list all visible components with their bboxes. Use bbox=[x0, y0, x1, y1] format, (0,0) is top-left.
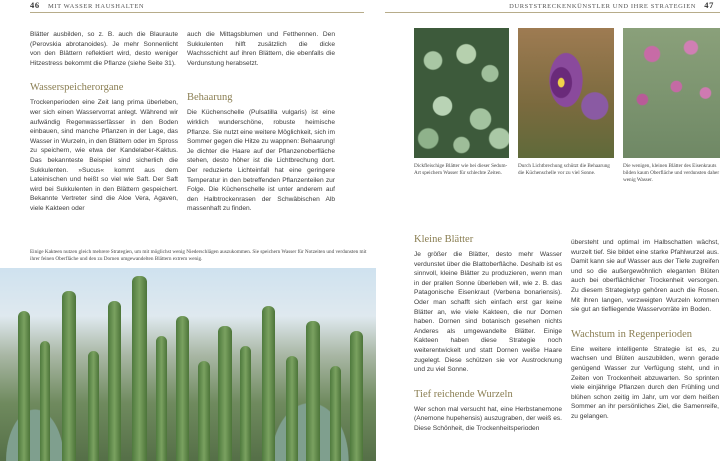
succulent-caption: Dickfleischige Blätter wie bei dieser Sedum-Art speichern Wasser für schlechte Zeiten. bbox=[414, 163, 508, 176]
pasque-caption: Durch Lichtbrechung schützt die Behaarung die Küchenschelle vor zu viel Sonne. bbox=[518, 163, 610, 176]
cactus-stem bbox=[176, 316, 189, 461]
pasque-flower-photo bbox=[518, 28, 614, 158]
right-header-rule bbox=[385, 12, 720, 13]
heading-kleine-blaetter: Kleine Blätter bbox=[414, 234, 474, 245]
left-header-title: MIT WASSER HAUSHALTEN bbox=[47, 3, 145, 10]
cactus-stem bbox=[286, 356, 298, 461]
cactus-stem bbox=[306, 321, 320, 461]
behaarung-text: Die Küchenschelle (Pulsatilla vulgaris) ist eine wirklich wunderschöne, robuste heimische Pflanze. Sie nutzt eine weitere Möglichkeit, sich im Sommer gegen die Hitze zu wappnen: Behaarung! Je dichter die Haare auf der Pflanzenoberfläche stehen, desto höher ist die Lichtbrechung dort. Der reduzierte Lichteinfall hat eine geringere Temperatur in den betreffenden Pflanzenteilen zur Folge. Die Küchenschelle ist unter anderem auf den Halbtrockenrasen der Schwäbischen Alb massenhaft zu finden. bbox=[187, 109, 335, 213]
right-column-1 bbox=[414, 234, 562, 434]
left-column-1 bbox=[30, 30, 178, 214]
cactus-photo-caption: Einige Kakteen nutzen gleich mehrere Strategien, um mit möglichst wenig Niederschlägen auszukommen. Sie speichern Wasser für Notzeiten und verdunsten mit ihrer feinen Oberfläche und den zu Dornen umgewandelten Blättern extrem wenig. bbox=[30, 249, 367, 262]
wurzeln-continued-text: übersteht und optimal im Halbschatten wächst, wurzelt tief. Sie bildet eine starke Pfahlwurzel aus. Damit kann sie auf Wasser aus der Tiefe zugreifen und so die außergewöhnlich eleganten Blüten auch bei oberflächlicher Trockenheit versorgen. Zu diesem Strategietyp gehören auch die Rosen. Mit ihren langen, verzweigten Wurzeln kommen sie gut an tiefliegende Wasservorräte im Boden. bbox=[571, 239, 719, 314]
succulent-photo bbox=[414, 28, 509, 158]
cactus-stem bbox=[88, 351, 99, 461]
kleine-blaetter-text: Je größer die Blätter, desto mehr Wasser verdunstet über die Blattoberfläche. Deshalb ist es sinnvoll, kleine Blätter zu produzieren, wenn man in der prallen Sonne überleben will, wie z. B. das Patagonische Eisenkraut (Verbena bonariensis). Oder man schafft sich einfach erst gar keine Blätter an, wie viele Kakteen, die nur Dornen haben. Dornen sind botanisch gesehen nichts Anderes als umgewandelte Blätter. Einige Kakteen haben diese Strategie noch weiterentwickelt und statt Dornen weiße Haare zugelegt. Diese schützen sie vor Austrocknung und zu viel Sonne. bbox=[414, 251, 562, 374]
cactus-stem bbox=[330, 366, 341, 461]
cactus-stem bbox=[156, 336, 167, 461]
cactus-stem bbox=[108, 301, 121, 461]
left-page-number: 46 bbox=[30, 0, 40, 10]
wachstum-text: Eine weitere intelligente Strategie ist es, zu wachsen und Blüten auszubilden, wenn gerade genügend Wasser zur Verfügung steht, und in Zeiten von Trockenheit abzuwarten. So sprinten viele einjährige Pflanzen durch den Frühling und blühen schon zeitig im Jahr, um vor dem heißen Sommer an ihr persönliches Ziel, die Samenreife, zu gelangen. bbox=[571, 345, 719, 420]
cactus-stem bbox=[18, 311, 30, 461]
heading-wasserspeicherorgane: Wasserspeicherorgane bbox=[30, 82, 124, 94]
wasserspeicher-text: Trockenperioden eine Zeit lang prima überleben, wer sich einen Wasservorrat anlegt. Während wir aufwändig Regenwasserfässer in den Boden einbauen, sind manche Pflanzen in der Lage, das Wasser in Wurzeln, in den Blättern oder im Spross zu speichern, wie etwa der Kandelaber-Kaktus. Das bekannteste Beispiel sind sicherlich die Sukkulenten. »Sucus« kommt aus dem Lateinischen und heißt so viel wie Saft. Der Saft wird bei Sukkulenten in den Blättern gespeichert. Bekannte Vertreter sind die Aloe Vera, Agaven, viele Kakteen oder bbox=[30, 99, 178, 212]
cactus-stem bbox=[240, 346, 251, 461]
cactus-stem bbox=[218, 326, 232, 461]
col2-intro-text: auch die Mittagsblumen und Fetthennen. Den Sukkulenten hilft zusätzlich die dicke Wachsschicht auf ihren Blättern, die ebenfalls die Verdunstung herabsetzt. bbox=[187, 31, 335, 67]
heading-wachstum-in-regenperioden: Wachstum in Regenperioden bbox=[571, 328, 693, 340]
cactus-stem bbox=[132, 276, 147, 461]
tief-wurzeln-text: Wer schon mal versucht hat, eine Herbstanemone (Anemone hupehensis) auszugraben, der weiß es. Diese Schönheit, die Trockenheitsperioden bbox=[414, 405, 562, 432]
right-column-2 bbox=[571, 238, 719, 422]
verbena-photo bbox=[623, 28, 720, 158]
cactus-stem bbox=[62, 291, 76, 461]
verbena-caption: Die wenigen, kleinen Blätter des Eisenkrauts bilden kaum Oberfläche und verdunsten daher wenig Wasser. bbox=[623, 163, 720, 183]
left-column-2 bbox=[187, 30, 335, 214]
left-header-rule bbox=[30, 12, 364, 13]
cactus-stem bbox=[350, 331, 363, 461]
heading-behaarung: Behaarung bbox=[187, 92, 233, 104]
right-page-number: 47 bbox=[704, 0, 714, 10]
cactus-stem bbox=[198, 361, 210, 461]
heading-tief-reichende-wurzeln: Tief reichende Wurzeln bbox=[414, 388, 513, 400]
right-header-title: DURSTSTRECKENKÜNSTLER UND IHRE STRATEGIEN bbox=[509, 3, 697, 10]
cactus-photo bbox=[0, 268, 376, 461]
cactus-stem bbox=[262, 306, 275, 461]
cactus-stem bbox=[40, 341, 50, 461]
col1-intro-text: Blätter ausbilden, so z. B. auch die Blauraute (Perovskia abrotanoides). Je mehr Sonnenlicht von den Blättern reflektiert wird, desto weniger Hitzestress bekommt die Pflanze (siehe Seite 31). bbox=[30, 31, 178, 67]
